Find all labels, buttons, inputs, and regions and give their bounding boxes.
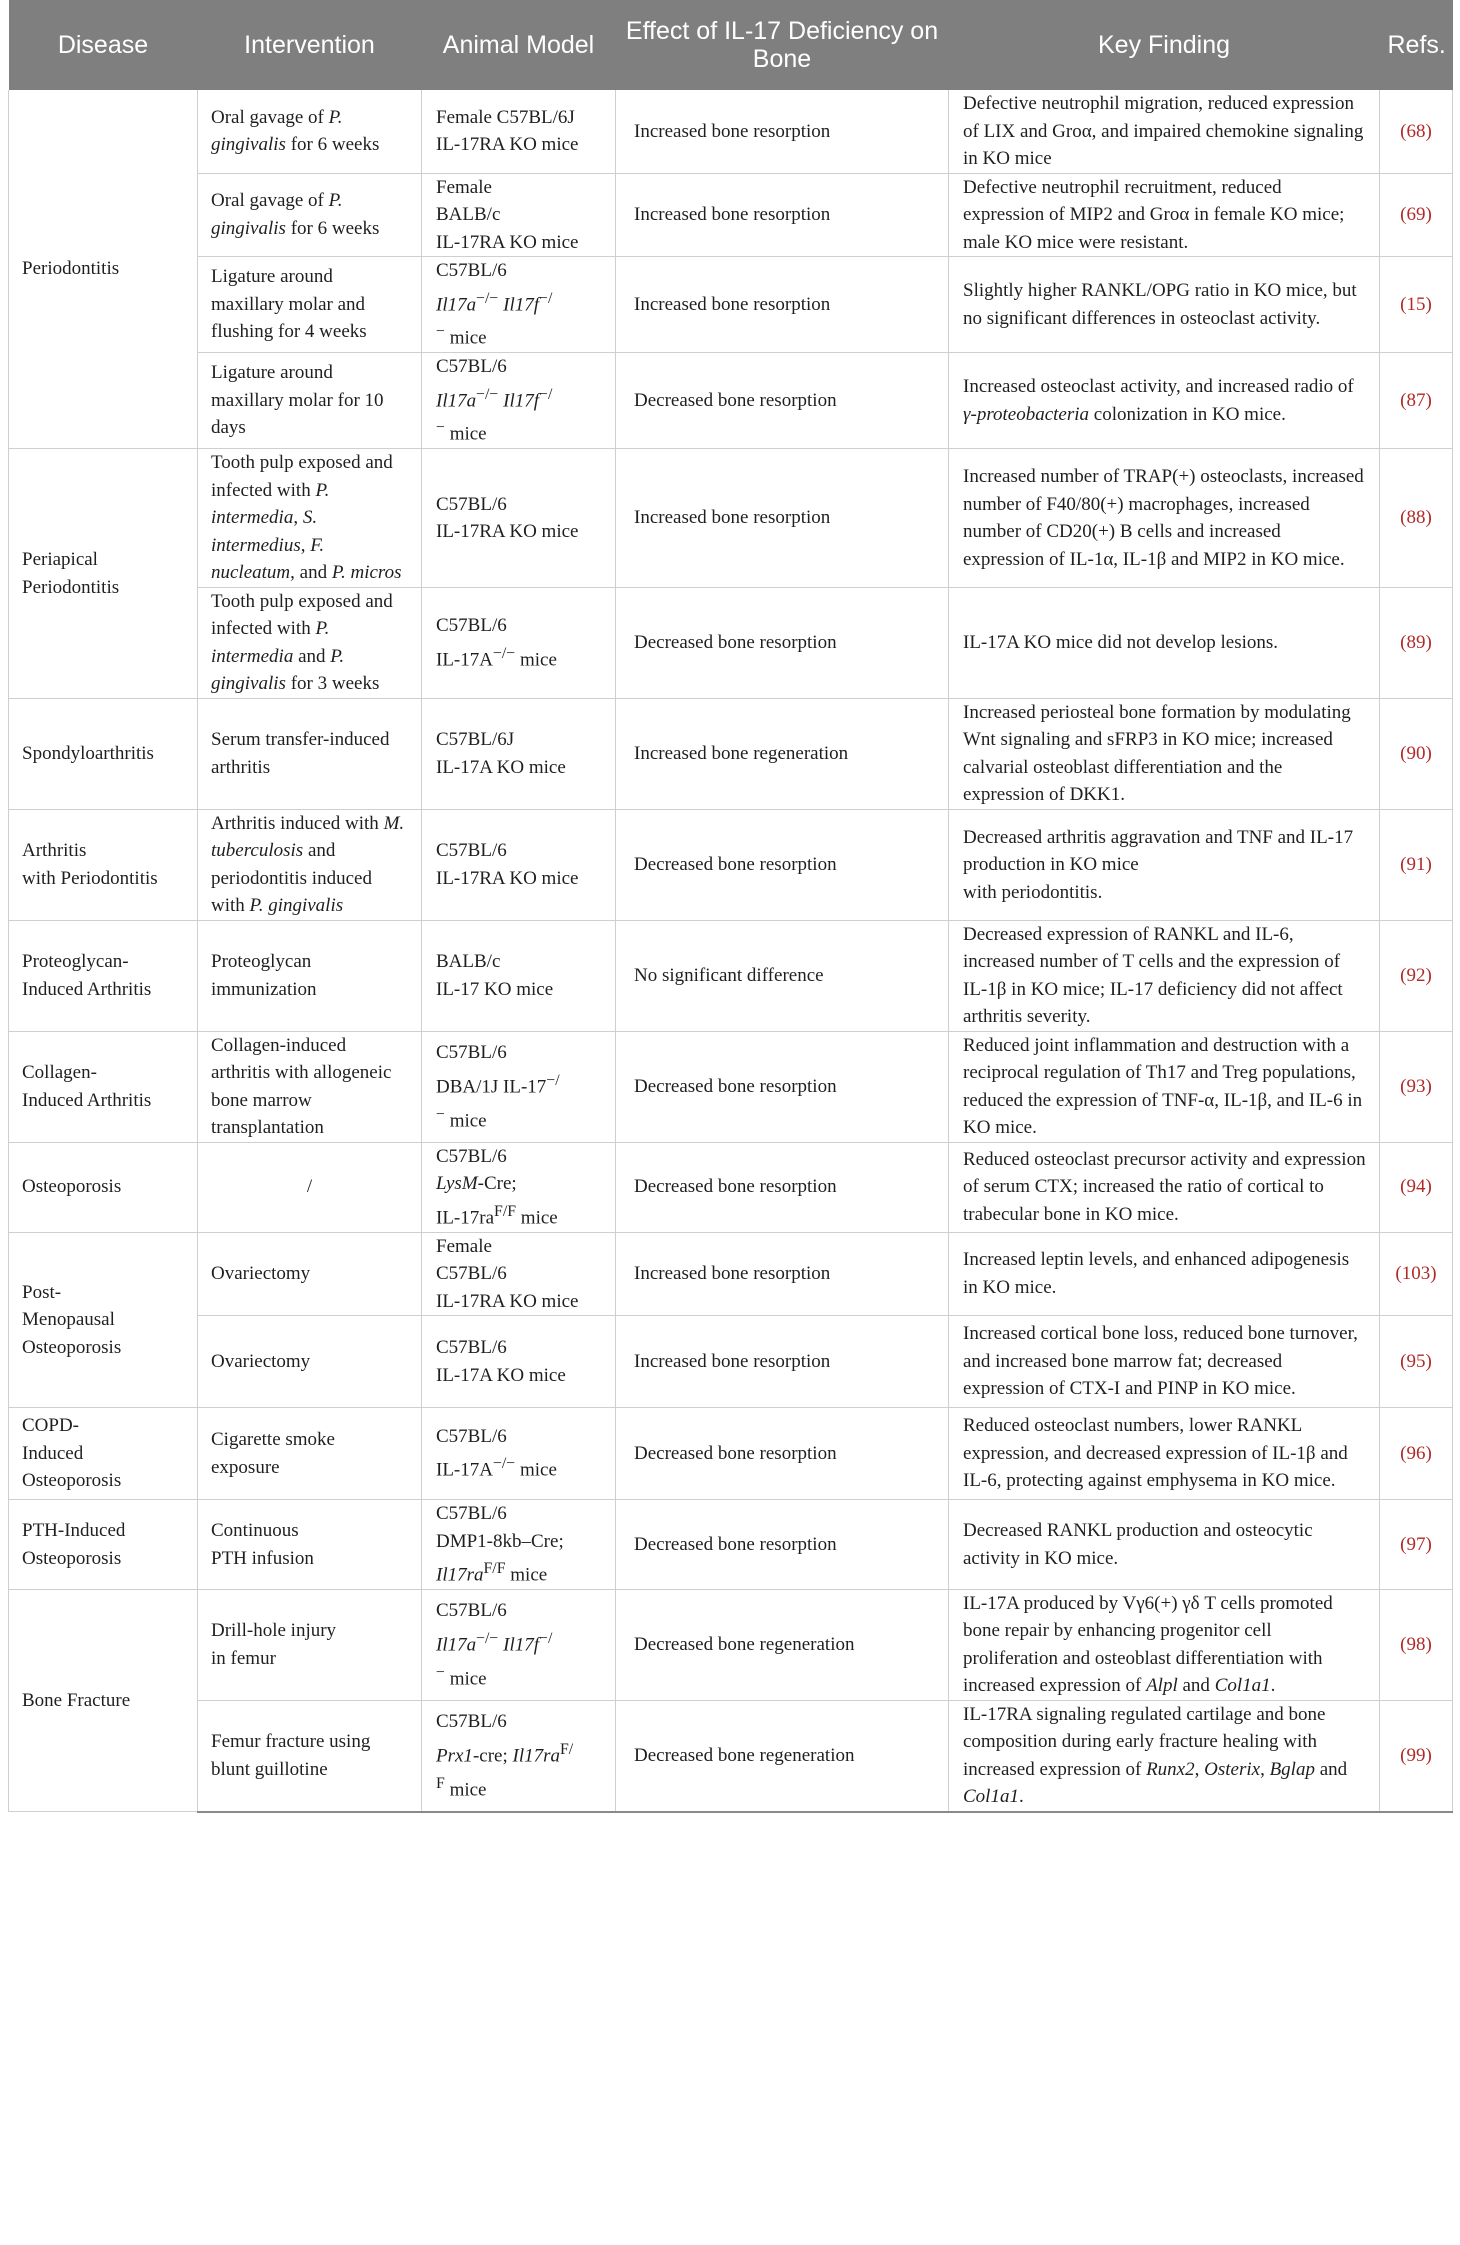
cell-animal-model: C57BL/6 Il17a−/− Il17f−/ − mice bbox=[422, 353, 616, 449]
cell-animal-model: C57BL/6 Prx1-cre; $Il17ra^{F/}$ $^F$ mice bbox=[422, 1700, 616, 1812]
cell-intervention: Ovariectomy bbox=[198, 1232, 422, 1316]
cell-ref: (15) bbox=[1380, 257, 1453, 353]
cell-ref: (88) bbox=[1380, 449, 1453, 588]
cell-key-finding: Reduced osteoclast precursor activity and expression of serum CTX; increased the ratio of cortical to trabecular bone in KO mice. bbox=[949, 1142, 1380, 1232]
cell-ref: (94) bbox=[1380, 1142, 1453, 1232]
cell-ref: (95) bbox=[1380, 1316, 1453, 1408]
cell-disease: Periapical Periodontitis bbox=[9, 449, 198, 699]
cell-ref: (92) bbox=[1380, 920, 1453, 1031]
cell-key-finding: Increased periosteal bone formation by modulating Wnt signaling and sFRP3 in KO mice; increased calvarial osteoblast differentiation and the expression of DKK1. bbox=[949, 698, 1380, 809]
table-row bbox=[9, 809, 1453, 920]
cell-animal-model: C57BL/6 IL-17A−/− mice bbox=[422, 1408, 616, 1500]
table-row bbox=[9, 1031, 1453, 1142]
table-row bbox=[9, 1500, 1453, 1590]
cell-ref: (91) bbox=[1380, 809, 1453, 920]
cell-ref: (69) bbox=[1380, 173, 1453, 257]
cell-disease: Post- Menopausal Osteoporosis bbox=[9, 1232, 198, 1408]
data-table bbox=[8, 0, 1453, 1813]
cell-key-finding: Increased cortical bone loss, reduced bone turnover, and increased bone marrow fat; decreased expression of CTX-I and PINP in KO mice. bbox=[949, 1316, 1380, 1408]
cell-animal-model: C57BL/6 Il17a−/− Il17f−/ − mice bbox=[422, 257, 616, 353]
table-row bbox=[9, 1408, 1453, 1500]
cell-ref: (89) bbox=[1380, 587, 1453, 698]
cell-animal-model: C57BL/6 IL-17A−/− mice bbox=[422, 587, 616, 698]
cell-ref: (97) bbox=[1380, 1500, 1453, 1590]
table-row bbox=[9, 353, 1453, 449]
cell-animal-model: C57BL/6 DBA/1J IL-17−/ − mice bbox=[422, 1031, 616, 1142]
cell-intervention: Ligature around maxillary molar for 10 days bbox=[198, 353, 422, 449]
cell-ref: (87) bbox=[1380, 353, 1453, 449]
table-row bbox=[9, 1142, 1453, 1232]
header-animal-model: Animal Model bbox=[422, 0, 616, 90]
cell-intervention: Continuous PTH infusion bbox=[198, 1500, 422, 1590]
header-effect: Effect of IL-17 Deficiency on Bone bbox=[616, 0, 949, 90]
cell-intervention: Ligature around maxillary molar and flushing for 4 weeks bbox=[198, 257, 422, 353]
cell-effect: No significant difference bbox=[616, 920, 949, 1031]
cell-intervention: Oral gavage of P. gingivalis for 6 weeks bbox=[198, 173, 422, 257]
cell-effect: Decreased bone resorption bbox=[616, 1031, 949, 1142]
cell-disease: PTH-Induced Osteoporosis bbox=[9, 1500, 198, 1590]
cell-intervention: Femur fracture using blunt guillotine bbox=[198, 1700, 422, 1812]
cell-intervention: Serum transfer-induced arthritis bbox=[198, 698, 422, 809]
cell-intervention: Drill-hole injury in femur bbox=[198, 1589, 422, 1700]
table-row bbox=[9, 1700, 1453, 1812]
cell-disease: Bone Fracture bbox=[9, 1589, 198, 1812]
cell-intervention: Tooth pulp exposed and infected with P. intermedia and P. gingivalis for 3 weeks bbox=[198, 587, 422, 698]
cell-intervention: Collagen-induced arthritis with allogeneic bone marrow transplantation bbox=[198, 1031, 422, 1142]
cell-effect: Decreased bone resorption bbox=[616, 1142, 949, 1232]
cell-intervention: Oral gavage of P. gingivalis for 6 weeks bbox=[198, 90, 422, 173]
cell-key-finding: Increased number of TRAP(+) osteoclasts, increased number of F40/80(+) macrophages, increased number of CD20(+) B cells and increased expression of IL-1α, IL-1β and MIP2 in KO mice. bbox=[949, 449, 1380, 588]
header-refs: Refs. bbox=[1380, 0, 1453, 90]
cell-animal-model: Female C57BL/6 IL-17RA KO mice bbox=[422, 1232, 616, 1316]
cell-ref: (98) bbox=[1380, 1589, 1453, 1700]
table-row bbox=[9, 698, 1453, 809]
table-row bbox=[9, 587, 1453, 698]
cell-key-finding: Decreased RANKL production and osteocytic activity in KO mice. bbox=[949, 1500, 1380, 1590]
cell-intervention: Cigarette smoke exposure bbox=[198, 1408, 422, 1500]
table-row bbox=[9, 173, 1453, 257]
cell-key-finding: Increased osteoclast activity, and increased radio of γ-proteobacteria colonization in KO mice. bbox=[949, 353, 1380, 449]
cell-key-finding: IL-17A produced by Vγ6(+) γδ T cells promoted bone repair by enhancing progenitor cell proliferation and osteoblast differentiation with increased expression of Alpl and Col1a1. bbox=[949, 1589, 1380, 1700]
cell-effect: Decreased bone resorption bbox=[616, 1500, 949, 1590]
cell-ref: (93) bbox=[1380, 1031, 1453, 1142]
cell-animal-model: BALB/c IL-17 KO mice bbox=[422, 920, 616, 1031]
cell-animal-model: C57BL/6 IL-17A KO mice bbox=[422, 1316, 616, 1408]
cell-effect: Increased bone regeneration bbox=[616, 698, 949, 809]
cell-effect: Decreased bone regeneration bbox=[616, 1589, 949, 1700]
cell-ref: (99) bbox=[1380, 1700, 1453, 1812]
cell-ref: (96) bbox=[1380, 1408, 1453, 1500]
cell-effect: Decreased bone regeneration bbox=[616, 1700, 949, 1812]
header-intervention: Intervention bbox=[198, 0, 422, 90]
cell-intervention: Tooth pulp exposed and infected with P. intermedia, S. intermedius, F. nucleatum, and P. micros bbox=[198, 449, 422, 588]
table-row bbox=[9, 1589, 1453, 1700]
cell-animal-model: C57BL/6 IL-17RA KO mice bbox=[422, 449, 616, 588]
cell-key-finding: Increased leptin levels, and enhanced adipogenesis in KO mice. bbox=[949, 1232, 1380, 1316]
cell-disease: Arthritis with Periodontitis bbox=[9, 809, 198, 920]
cell-animal-model: C57BL/6 Il17a−/− Il17f−/ − mice bbox=[422, 1589, 616, 1700]
cell-effect: Increased bone resorption bbox=[616, 173, 949, 257]
cell-animal-model: Female BALB/c IL-17RA KO mice bbox=[422, 173, 616, 257]
cell-key-finding: IL-17RA signaling regulated cartilage and bone composition during early fracture healing with increased expression of Runx2, Osterix, Bglap and Col1a1. bbox=[949, 1700, 1380, 1812]
cell-animal-model: Female C57BL/6J IL-17RA KO mice bbox=[422, 90, 616, 173]
cell-key-finding: Defective neutrophil migration, reduced expression of LIX and Groα, and impaired chemokine signaling in KO mice bbox=[949, 90, 1380, 173]
cell-animal-model: C57BL/6 LysM-Cre; $IL-17ra^{F/F}$ mice bbox=[422, 1142, 616, 1232]
cell-effect: Decreased bone resorption bbox=[616, 587, 949, 698]
cell-ref: (90) bbox=[1380, 698, 1453, 809]
cell-key-finding: Reduced osteoclast numbers, lower RANKL expression, and decreased expression of IL-1β and IL-6, protecting against emphysema in KO mice. bbox=[949, 1408, 1380, 1500]
cell-effect: Decreased bone resorption bbox=[616, 1408, 949, 1500]
cell-effect: Increased bone resorption bbox=[616, 1232, 949, 1316]
header-row bbox=[9, 0, 1453, 90]
header-key-finding: Key Finding bbox=[949, 0, 1380, 90]
cell-intervention: Ovariectomy bbox=[198, 1316, 422, 1408]
table-row bbox=[9, 1232, 1453, 1316]
cell-disease: Periodontitis bbox=[9, 90, 198, 449]
cell-key-finding: Decreased expression of RANKL and IL-6, increased number of T cells and the expression of IL-1β in KO mice; IL-17 deficiency did not affect arthritis severity. bbox=[949, 920, 1380, 1031]
cell-intervention: / bbox=[198, 1142, 422, 1232]
table-row bbox=[9, 90, 1453, 173]
cell-ref: (103) bbox=[1380, 1232, 1453, 1316]
cell-effect: Increased bone resorption bbox=[616, 90, 949, 173]
cell-animal-model: C57BL/6 DMP1-8kb–Cre; $Il17ra^{F/F}$ mice bbox=[422, 1500, 616, 1590]
table-row bbox=[9, 1316, 1453, 1408]
table-header bbox=[9, 0, 1453, 90]
cell-disease: COPD- Induced Osteoporosis bbox=[9, 1408, 198, 1500]
cell-key-finding: IL-17A KO mice did not develop lesions. bbox=[949, 587, 1380, 698]
cell-key-finding: Defective neutrophil recruitment, reduced expression of MIP2 and Groα in female KO mice; male KO mice were resistant. bbox=[949, 173, 1380, 257]
cell-animal-model: C57BL/6J IL-17A KO mice bbox=[422, 698, 616, 809]
cell-effect: Increased bone resorption bbox=[616, 449, 949, 588]
header-disease: Disease bbox=[9, 0, 198, 90]
cell-ref: (68) bbox=[1380, 90, 1453, 173]
cell-disease: Proteoglycan- Induced Arthritis bbox=[9, 920, 198, 1031]
cell-key-finding: Decreased arthritis aggravation and TNF and IL-17 production in KO mice with periodontitis. bbox=[949, 809, 1380, 920]
cell-effect: Decreased bone resorption bbox=[616, 353, 949, 449]
table-row bbox=[9, 920, 1453, 1031]
cell-disease: Osteoporosis bbox=[9, 1142, 198, 1232]
cell-disease: Spondyloarthritis bbox=[9, 698, 198, 809]
cell-animal-model: C57BL/6 IL-17RA KO mice bbox=[422, 809, 616, 920]
table-row bbox=[9, 449, 1453, 588]
cell-key-finding: Slightly higher RANKL/OPG ratio in KO mice, but no significant differences in osteoclast activity. bbox=[949, 257, 1380, 353]
cell-effect: Increased bone resorption bbox=[616, 257, 949, 353]
cell-effect: Increased bone resorption bbox=[616, 1316, 949, 1408]
cell-intervention: Proteoglycan immunization bbox=[198, 920, 422, 1031]
cell-effect: Decreased bone resorption bbox=[616, 809, 949, 920]
cell-disease: Collagen- Induced Arthritis bbox=[9, 1031, 198, 1142]
table-row bbox=[9, 257, 1453, 353]
table-body bbox=[9, 90, 1453, 1812]
cell-intervention: Arthritis induced with M. tuberculosis and periodontitis induced with P. gingivalis bbox=[198, 809, 422, 920]
cell-key-finding: Reduced joint inflammation and destruction with a reciprocal regulation of Th17 and Treg populations, reduced the expression of TNF-α, IL-1β, and IL-6 in KO mice. bbox=[949, 1031, 1380, 1142]
